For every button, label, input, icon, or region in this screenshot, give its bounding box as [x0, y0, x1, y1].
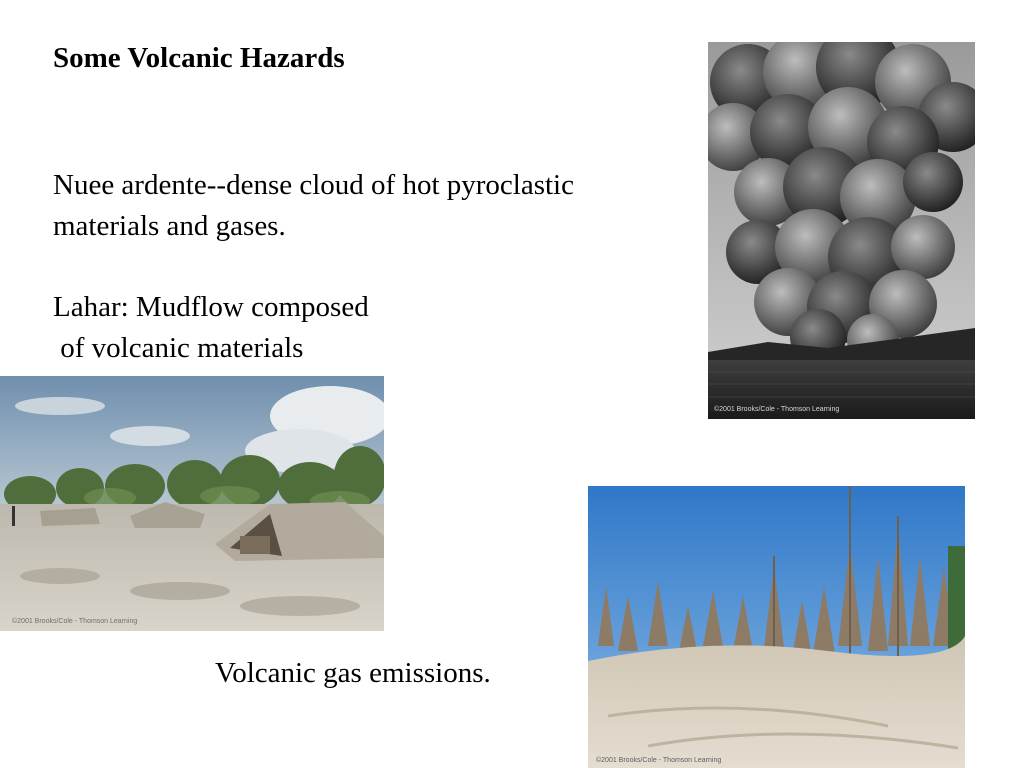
forest-credit: ©2001 Brooks/Cole - Thomson Learning — [596, 757, 722, 764]
gas-emissions-photo — [588, 486, 965, 768]
lahar-text: Lahar: Mudflow composed of volcanic materials — [53, 291, 369, 364]
eruption-photo — [708, 42, 975, 419]
gas-emissions-caption: Volcanic gas emissions. — [215, 657, 491, 689]
slide-title: Some Volcanic Hazards — [53, 42, 345, 74]
eruption-credit: ©2001 Brooks/Cole - Thomson Learning — [714, 406, 840, 413]
nuee-ardente-text: Nuee ardente--dense cloud of hot pyroclastic materials and gases. — [53, 169, 574, 242]
lahar-photo — [0, 376, 384, 631]
lahar-credit: ©2001 Brooks/Cole - Thomson Learning — [12, 618, 138, 625]
